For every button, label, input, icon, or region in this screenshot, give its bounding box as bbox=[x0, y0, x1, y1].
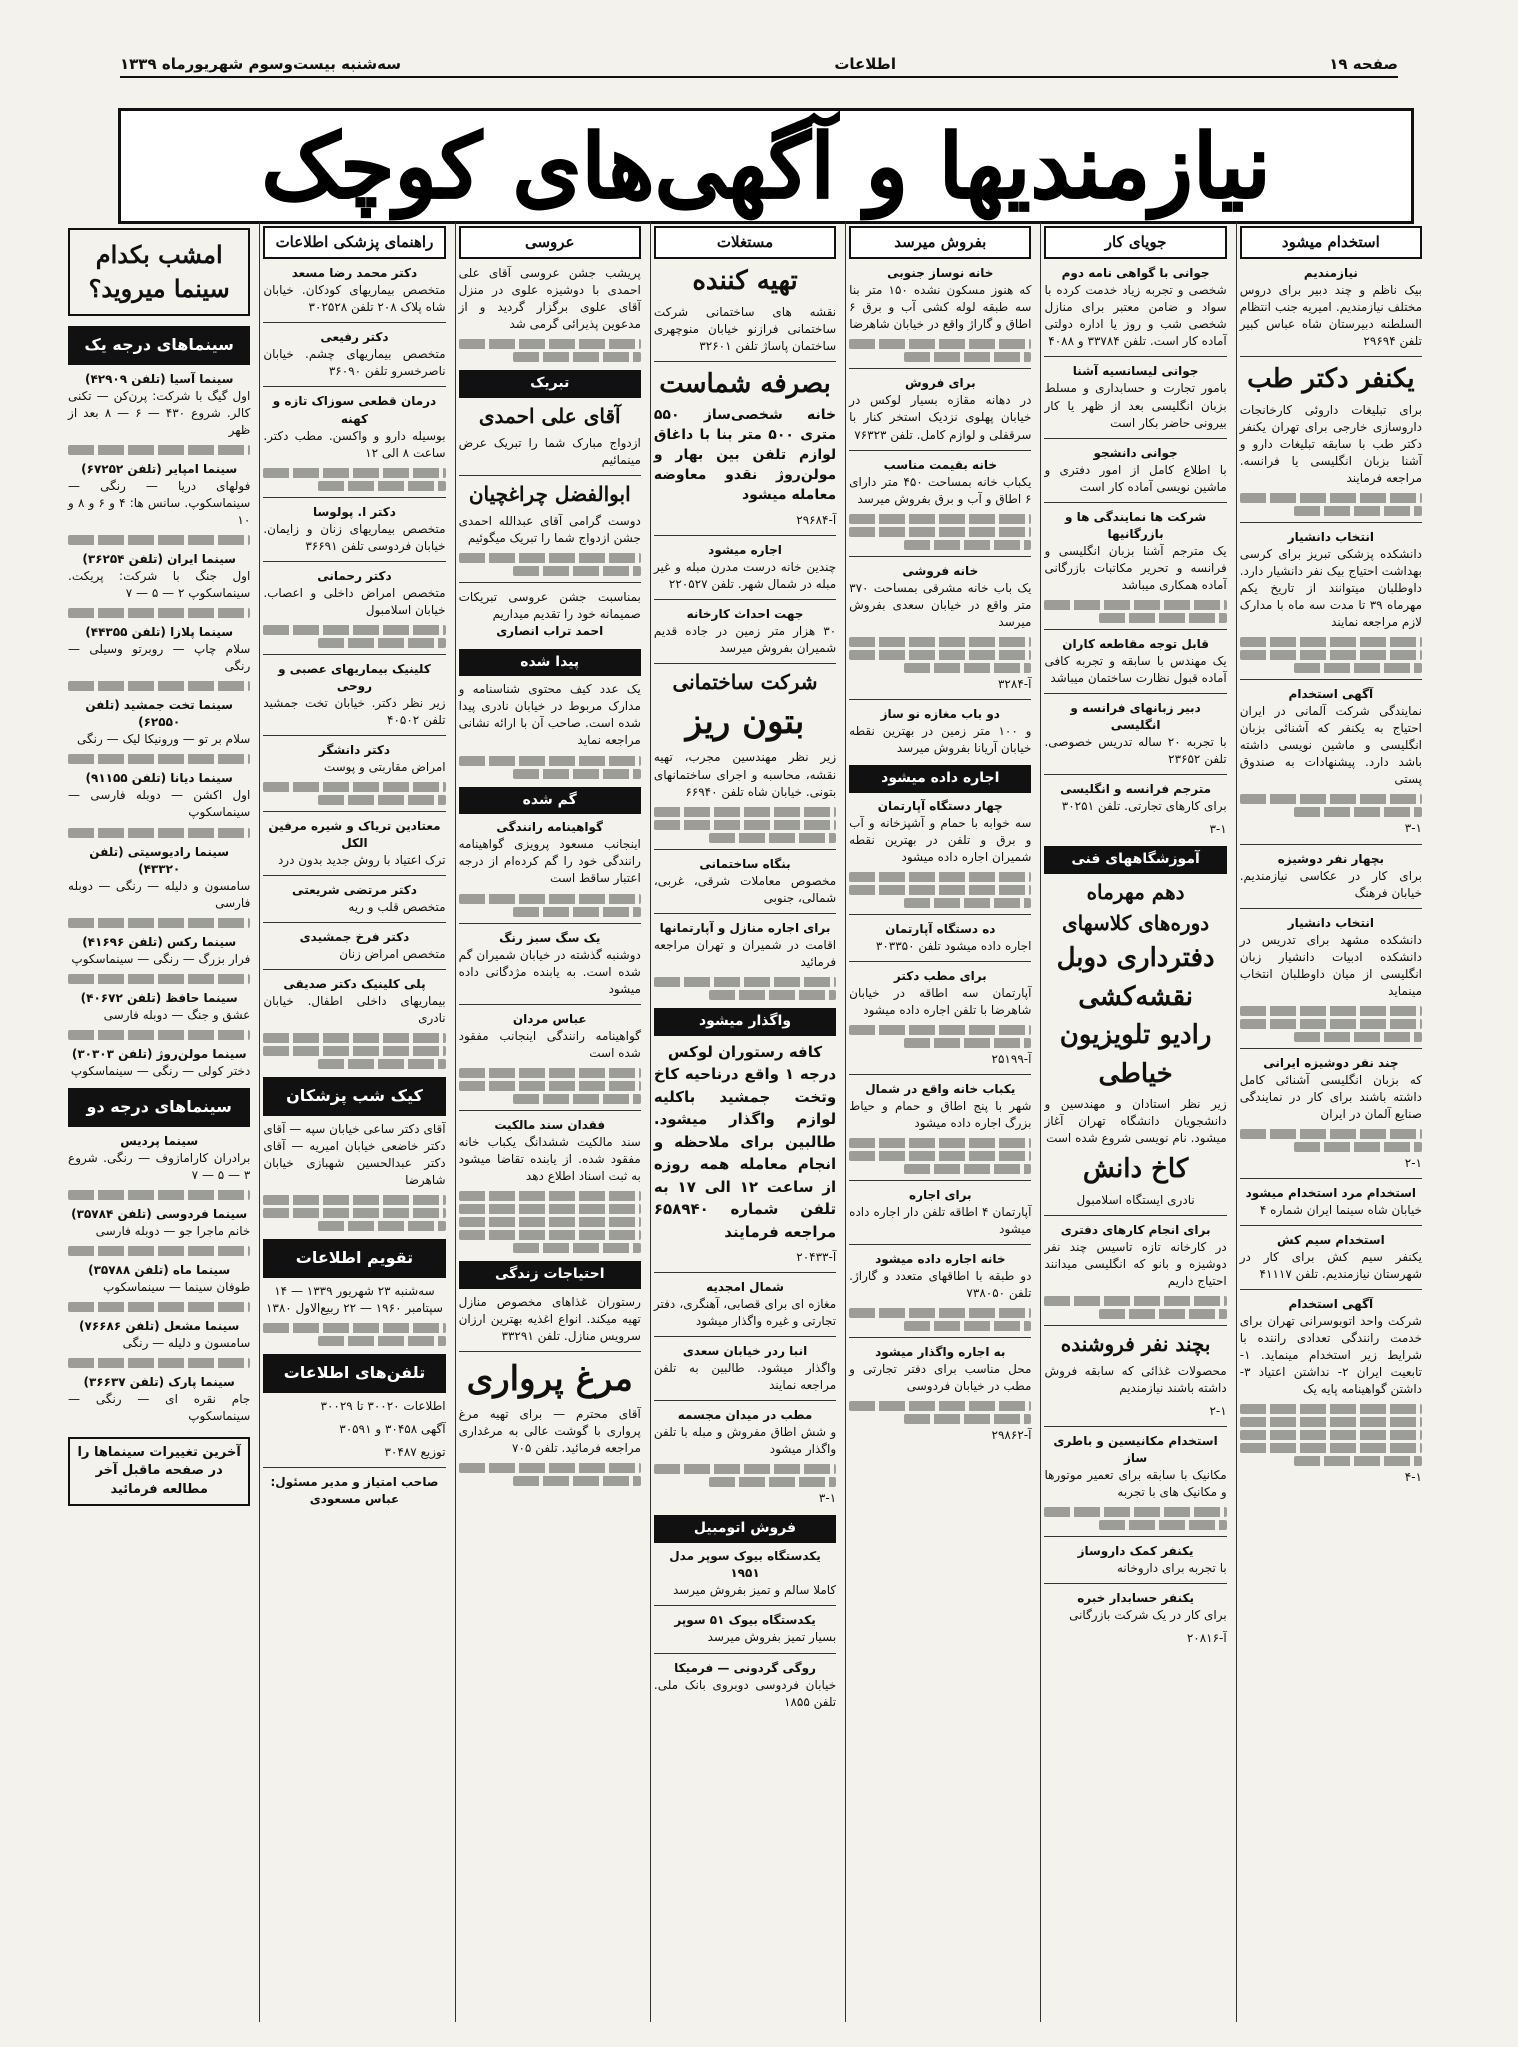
ad-title: کلینیک بیماریهای عصبی و روحی bbox=[278, 661, 431, 693]
ad-title: گواهینامه رانندگی bbox=[496, 820, 604, 835]
ad-body: دانشکده پزشکی تبریز برای کرسی بهداشت احتیاج بیک نفر دانشیار دارد. داوطلبان میتوانند از تاریخ یکم مهرماه ۳۹ تا مدت سه ماه با مدارک لازم مراجعه نمایند bbox=[1239, 547, 1422, 630]
ad-title: چند نفر دوشیزه ایرانی bbox=[1263, 1055, 1399, 1070]
cinema-program: عشق و جنگ — دوبله فارسی bbox=[103, 1007, 251, 1022]
ad-title: انتخاب دانشیار bbox=[1287, 530, 1374, 545]
classified-ad bbox=[654, 542, 836, 593]
ad-headline: یکنفر دکتر طب bbox=[1247, 364, 1415, 395]
classifieds-banner bbox=[118, 108, 1414, 224]
cinema-name: سینما پارک (تلفن ۳۶۶۳۷) bbox=[83, 1374, 235, 1389]
ad-title: برای اجاره bbox=[909, 1188, 972, 1203]
ad-body: بمناسبت جشن عروسی تبریکات صمیمانه خود را تقدیم میداریم bbox=[458, 590, 641, 622]
ad-body: محل مناسب برای دفتر تجارتی و مطب در خیابان فردوسی bbox=[849, 1362, 1032, 1394]
classified-ad bbox=[654, 1041, 836, 1244]
doctor-ad bbox=[263, 661, 445, 729]
classified-ad bbox=[654, 1612, 836, 1646]
school-description: زیر نظر استادان و مهندسین و دانشجویان دانشگاه تهران آغاز میشود. نام نویسی شروع شده است bbox=[1044, 1097, 1227, 1146]
ad-title: یک سگ سبز رنگ bbox=[499, 930, 601, 945]
ad-title: جوانی لیسانسیه آشنا bbox=[1072, 364, 1199, 379]
ad-title: دکتر رحمانی bbox=[317, 568, 392, 583]
doctor-ad bbox=[263, 568, 445, 619]
classified-ad bbox=[849, 457, 1031, 508]
ad-headline: تهیه کننده bbox=[692, 266, 798, 297]
ad-title: جوانی با گواهی نامه دوم bbox=[1061, 266, 1210, 281]
classified-ad bbox=[1044, 1222, 1226, 1290]
section-heading: گم شده bbox=[459, 787, 641, 815]
section-heading: سینماهای درجه یک bbox=[68, 326, 250, 365]
classified-ad bbox=[654, 920, 836, 971]
ad-body: مغازه ای برای قصابی، آهنگری، دفتر تجارتی و غیره واگذار میشود bbox=[653, 1297, 837, 1329]
newspaper-name: اطلاعات bbox=[834, 55, 896, 73]
school-date: دهم مهرماه bbox=[1086, 880, 1185, 905]
classified-ad bbox=[1240, 1185, 1422, 1219]
doctor-ad bbox=[263, 393, 445, 461]
ad-body: اقامت در شمیران و تهران مراجعه فرمائید bbox=[653, 937, 837, 969]
ad-body: یک مترجم آشنا بزبان انگلیسی و فرانسه و تحریر مکاتبات بازرگانی آماده همکاری میباشد bbox=[1044, 543, 1227, 592]
section-heading: فروش اتومبیل bbox=[654, 1515, 836, 1543]
ad-title: قابل توجه مقاطعه کاران bbox=[1062, 636, 1209, 651]
cinema-name: سینما حافظ (تلفن ۴۰۶۷۲) bbox=[80, 990, 238, 1005]
ad-body: درجه ۱ واقع درناحیه کاخ وتخت جمشید باکلیه لوازم واگذار میشود. طالبین برای ملاحظه و انجام معامله همه روزه از ساعت ۱۲ الی ۱۷ به تلفن شماره ۶۵۸۹۴۰ مراجعه فرمایند bbox=[653, 1065, 837, 1241]
ad-body: یک عدد کیف محتوی شناسنامه و مدارک مربوط در خیابان نادری پیدا شده است. صاحب آن با ارائه نشانی مراجعه نماید bbox=[458, 682, 641, 748]
column-employment bbox=[1236, 222, 1425, 2022]
ad-body: شرکت واحد اتوبوسرانی تهران برای خدمت رانندگی تعدادی راننده با شرایط زیر استخدام مینماید. ۱- تابعیت ایران ۲- نداشتن اعتیاد ۳- داشتن گواهینامه پایه یک bbox=[1239, 1314, 1422, 1397]
cinema-program: اول گیگ با شرکت: پرن‌کن — تکنی کالر. شروع ۴۳۰ — ۶ — ۸ بعد از ظهر bbox=[68, 388, 251, 437]
phone-line: اطلاعات ۳۰۰۲۰ تا ۳۰۰۲۹ bbox=[320, 1398, 446, 1413]
classified-ad bbox=[849, 1081, 1031, 1132]
cinema-name: سینما مولن‌روژ (تلفن ۳۰۳۰۳) bbox=[71, 1046, 247, 1061]
cinema-program: جام نقره ای — رنگی — سینماسکوپ bbox=[68, 1391, 251, 1423]
ad-code: آ-۲۰۸۱۶ bbox=[1186, 1631, 1227, 1646]
school-courses-label: دوره‌های کلاسهای bbox=[1062, 911, 1210, 936]
classified-ad bbox=[1240, 1232, 1422, 1283]
ad-body: شهر با پنج اطاق و حمام و حیاط بزرگ اجاره داده میشود bbox=[849, 1099, 1032, 1131]
school-name: کاخ دانش bbox=[1082, 1154, 1189, 1185]
ad-body: برای کار در عکاسی نیازمندیم. خیابان فرهنگ bbox=[1239, 868, 1422, 900]
cinema-program: سلام چاپ — روبرتو وسیلی — رنگی bbox=[68, 642, 251, 674]
ad-code: ۲-۱ bbox=[1209, 1403, 1227, 1418]
classified-ad bbox=[1240, 265, 1422, 350]
classified-ad bbox=[849, 563, 1031, 631]
ad-body: زیر نظر دکتر. خیابان تخت جمشید تلفن ۴۰۵۰۲ bbox=[263, 695, 446, 727]
ad-title: آگهی استخدام bbox=[1288, 687, 1374, 702]
issue-date: سه‌شنبه بیست‌وسوم شهریورماه ۱۳۳۹ bbox=[120, 55, 402, 73]
ad-body: در دهانه مقازه بسیار لوکس در خیابان پهلوی نزدیک استخر کنار با سرقفلی و لوازم کامل. تلفن ۷۶۳۲۳ bbox=[849, 393, 1032, 442]
cinema-name: سینما مشعل (تلفن ۷۶۶۸۶) bbox=[79, 1318, 240, 1333]
ad-code: آ-۲۹۶۸۴ bbox=[796, 512, 837, 527]
ad-title: درمان قطعی سوزاک تازه و کهنه bbox=[272, 394, 437, 426]
classified-ad bbox=[849, 1251, 1031, 1302]
classified-ad bbox=[1240, 1055, 1422, 1123]
ad-body: متخصص امراض زنان bbox=[339, 947, 446, 962]
ad-title: مطب در میدان مجسمه bbox=[677, 1408, 813, 1423]
classified-ad bbox=[654, 406, 836, 505]
school-course: خیاطی bbox=[1098, 1058, 1173, 1089]
ad-title: خانه نوساز جنوبی bbox=[887, 266, 994, 281]
cinema-name: سینما تخت جمشید (تلفن ۶۲۵۵۰) bbox=[85, 698, 233, 730]
doctor-ad bbox=[263, 504, 445, 555]
ad-body: یک مهندس با سابقه و تجربه کافی آماده قبول نظارت ساختمان میباشد bbox=[1044, 653, 1227, 685]
cinema-name: سینما رادیوسیتی (تلفن ۴۳۳۲۰) bbox=[89, 844, 230, 876]
ad-title: دکتر محمد رضا مسعد bbox=[291, 266, 418, 281]
ad-body: با اطلاع کامل از امور دفتری و ماشین نویسی آماده کار است bbox=[1044, 462, 1227, 494]
section-heading: تبریک bbox=[459, 370, 641, 398]
ad-body: بسیار تمیز بفروش میرسد bbox=[707, 1630, 837, 1645]
ad-body: و شش اطاق مفروش و مبله با تلفن واگذار میشود bbox=[653, 1425, 837, 1457]
ad-body: کاملا سالم و تمیز بفروش میرسد bbox=[672, 1583, 837, 1598]
cinema-footnote: آخرین تغییرات سینماها را در صفحه ماقبل آخر مطالعه فرمائید bbox=[68, 1437, 250, 1506]
ad-body: بیماریهای داخلی اطفال. خیابان نادری bbox=[263, 994, 446, 1026]
ad-body: ۳۰ هزار متر زمین در جاده قدیم شمیران بفروش میرسد bbox=[653, 623, 837, 655]
cinema-program: سلام بر تو — ورونیکا لیک — رنگی bbox=[77, 732, 251, 747]
ad-body: متخصص بیماریهای چشم. خیابان ناصرخسرو تلفن ۳۶۰۹۰ bbox=[263, 347, 446, 379]
classified-ad bbox=[849, 798, 1031, 866]
ad-code: آ-۲۵۱۹۹ bbox=[991, 1052, 1032, 1067]
ad-title: جهت احداث کارخانه bbox=[686, 606, 804, 621]
classified-ad bbox=[459, 681, 641, 749]
cinema-program: سامسون و دلیله — رنگی — دوبله فارسی bbox=[68, 878, 251, 910]
ad-body: مکانیک با سابقه برای تعمیر موتورها و مکانیک های با تجربه bbox=[1044, 1467, 1227, 1499]
ad-body: نمایندگی شرکت آلمانی در ایران احتیاج به یکنفر که آشنائی بزبان انگلیسی و ماشین نویسی داشته باشد دارد. پیشنهادات به صندوق پستی bbox=[1239, 704, 1422, 787]
ad-body: امراض مقاربتی و پوست bbox=[323, 759, 446, 774]
school-course: دفترداری دوبل bbox=[1056, 943, 1215, 974]
ad-title: معتادین تریاک و شیره مرفین الکل bbox=[268, 818, 441, 851]
ad-title: خانه فروشی bbox=[902, 563, 979, 578]
ad-title: دکتر رفیعی bbox=[320, 330, 389, 345]
classified-ad bbox=[459, 265, 641, 333]
ad-title: دو باب مغازه نو ساز bbox=[880, 706, 1000, 721]
ad-title: یکباب خانه واقع در شمال bbox=[865, 1082, 1016, 1097]
ad-title: دکتر ا. پولوسا bbox=[313, 504, 396, 519]
phone-line: آگهی ۳۰۴۵۸ و ۳۰۵۹۱ bbox=[339, 1421, 446, 1436]
ad-body: خیابان شاه سینما ایران شماره ۴ bbox=[1259, 1202, 1422, 1217]
ad-body: یکنفر سیم کش برای کار در شهرستان نیازمندیم. تلفن ۴۱۱۱۷ bbox=[1239, 1250, 1422, 1282]
cinema-program: سامسون و دلیله — رنگی bbox=[122, 1335, 251, 1350]
classified-ad bbox=[654, 856, 836, 907]
ad-body: با تجربه برای داروخانه bbox=[1116, 1561, 1227, 1576]
section-heading: پیدا شده bbox=[459, 649, 641, 677]
cinema-program: فولهای دریا — رنگی — سینماسکوپ. سانس ها: ۴ و ۶ و ۸ و ۱۰ bbox=[68, 479, 251, 528]
ad-title: پلی کلینیک دکتر صدیقی bbox=[283, 977, 426, 992]
school-course: رادیو تلویزیون bbox=[1059, 1020, 1212, 1051]
classified-ad bbox=[1044, 1363, 1226, 1397]
column-real-estate bbox=[650, 222, 839, 2022]
classified-ad bbox=[654, 1407, 836, 1458]
ad-body: دوشنبه گذشته در خیابان شمیران گم شده است. به یابنده مژدگانی داده میشود bbox=[458, 947, 641, 996]
ad-headline: ابوالفضل چراغچیان bbox=[468, 482, 631, 507]
ad-title: خانه بقیمت مناسب bbox=[883, 457, 997, 472]
ad-body: متخصص قلب و ریه bbox=[348, 900, 446, 915]
ad-body: ترک اعتیاد با روش جدید بدون درد bbox=[277, 853, 446, 868]
column-medical-guide bbox=[259, 222, 448, 2022]
classified-ad bbox=[849, 375, 1031, 443]
ad-code: ۳-۱ bbox=[1209, 822, 1227, 837]
ad-code: آ-۲۹۸۶۲ bbox=[991, 1428, 1032, 1443]
ad-title: چهار دستگاه آپارتمان bbox=[877, 798, 1003, 813]
ad-body: آپارتمان ۴ اطاقه تلفن دار اجاره داده میشود bbox=[849, 1205, 1032, 1237]
ad-body: گواهینامه رانندگی اینجانب مفقود شده است bbox=[458, 1028, 641, 1060]
classified-ad bbox=[459, 589, 641, 640]
doctor-ad bbox=[263, 882, 445, 916]
ad-body: یک باب خانه مشرقی بمساحت ۳۷۰ متر واقع در خیابان سعدی بفروش میرسد bbox=[849, 580, 1032, 629]
section-heading: آموزشگاههای فنی bbox=[1044, 846, 1226, 874]
company-description: زیر نظر مهندسین مجرب، تهیه نقشه، محاسبه و اجرای ساختمانهای بتونی. خیابان شاه تلفن ۶۶۹۴۰ bbox=[653, 750, 837, 799]
cinema-program: خانم ماجرا جو — دوبله فارسی bbox=[95, 1223, 251, 1238]
cinema-program: برادران کارامازوف — رنگی. شروع ۳ — ۵ — ۷ bbox=[68, 1150, 251, 1182]
ad-title: بچهار نفر دوشیزه bbox=[1277, 851, 1385, 866]
school-address: نادری ایستگاه اسلامبول bbox=[1076, 1192, 1195, 1207]
classified-ad bbox=[654, 1660, 836, 1711]
ad-title: انتخاب دانشیار bbox=[1287, 915, 1374, 930]
classified-ad bbox=[459, 435, 641, 469]
ad-body: دانشکده مشهد برای تدریس در دانشکده ادبیات دانشیار زبان انگلیسی از میان داوطلبان انتخاب مینماید bbox=[1239, 932, 1422, 998]
section-heading: احتیاجات زندگی bbox=[459, 1261, 641, 1289]
ad-body: سند مالکیت ششدانگ یکباب خانه مفقود شده. از یابنده تقاضا میشود به ثبت اسناد اطلاع دهد bbox=[458, 1134, 641, 1183]
ad-body: خانه شخصی‌ساز ۵۵۰ متری ۵۰۰ متر بنا با داغاق لوازم تلفن بین بهار و مولن‌روژ نقدو معاوضه معامله میشود bbox=[653, 407, 837, 503]
section-heading: سینماهای درجه دو bbox=[68, 1088, 250, 1127]
ad-body: آقای محترم — برای تهیه مرغ پرواری با گوشت عالی به مرغداری مراجعه فرمائید. تلفن ۷۰۵ bbox=[458, 1407, 641, 1456]
classified-ad bbox=[459, 819, 641, 887]
ad-body: آپارتمان سه اطاقه در خیابان شاهرضا با تلفن اجاره داده میشود bbox=[849, 985, 1032, 1018]
ad-body: برای کار در یک شرکت بازرگانی bbox=[1069, 1608, 1227, 1623]
classified-ad bbox=[1240, 686, 1422, 788]
ad-headline: بصرفه شماست bbox=[659, 368, 831, 399]
page-header bbox=[120, 52, 1398, 78]
ad-title: جوانی دانشجو bbox=[1093, 445, 1178, 460]
cinema-name: سینما پلازا (تلفن ۴۴۳۵۵) bbox=[85, 625, 234, 640]
classified-ad bbox=[459, 1011, 641, 1062]
ad-title: عباس مردان bbox=[512, 1011, 587, 1026]
cinema-name: سینما ایران (تلفن ۳۶۲۵۴) bbox=[82, 552, 236, 567]
ad-signature: احمد تراب انصاری bbox=[496, 624, 604, 639]
banner-title: نیازمندیها و آگهی‌های کوچک bbox=[261, 114, 1271, 218]
classified-ad bbox=[1044, 445, 1226, 496]
ad-title: بنگاه ساختمانی bbox=[699, 856, 791, 871]
column-weddings bbox=[455, 222, 644, 2022]
ad-code: ۳-۱ bbox=[818, 1491, 837, 1506]
column-heading: بفروش میرسد bbox=[849, 226, 1031, 259]
classified-ad bbox=[1044, 363, 1226, 431]
ad-body: ازدواج مبارک شما را تبریک عرض مینمائیم bbox=[458, 436, 641, 468]
classified-ad bbox=[654, 606, 836, 657]
cinema-name: سینما ماه (تلفن ۳۵۷۸۸) bbox=[88, 1262, 231, 1277]
classified-ad bbox=[1044, 265, 1226, 350]
ad-code: ۲-۱ bbox=[1404, 1155, 1422, 1170]
ad-body: سه خوابه با حمام و آشپزخانه و آب و برق و تلفن در بهترین نقطه شمیران اجاره داده میشود bbox=[849, 815, 1032, 864]
cinema-name: سینما پردیس bbox=[120, 1133, 199, 1148]
doctor-ad bbox=[263, 265, 445, 316]
classified-ad bbox=[1044, 1590, 1226, 1624]
ad-title: مترجم فرانسه و انگلیسی bbox=[1060, 782, 1212, 797]
ad-body: نقشه های ساختمانی شرکت ساختمانی فرازنو خیابان منوچهری ساختمان پاساژ تلفن ۳۲۶۰۱ bbox=[653, 304, 837, 353]
cinema-program: دختر کولی — رنگی — سینماسکوپ bbox=[70, 1063, 251, 1078]
ad-body: مخصوص معاملات شرقی، غربی، شمالی، جنوبی bbox=[653, 873, 837, 905]
ad-body: با تجربه ۲۰ ساله تدریس خصوصی. تلفن ۲۳۶۵۲ bbox=[1044, 734, 1227, 767]
ad-body: که بزبان انگلیسی آشنائی کامل داشته باشند برای کار در نمایندگی صنایع آلمان در ایران bbox=[1239, 1072, 1422, 1121]
ad-title: دکتر دانشگر bbox=[318, 742, 390, 757]
cinema-program: اول جنگ با شرکت: پریکت. سینماسکوپ ۲ — ۵ — ۷ bbox=[68, 569, 251, 601]
doctor-ad bbox=[263, 329, 445, 380]
section-heading: کیک شب پزشکان bbox=[263, 1077, 445, 1116]
cinema-name: سینما فردوسی (تلفن ۳۵۷۸۴) bbox=[71, 1206, 248, 1221]
ad-code: آ-۲۰۴۳۳ bbox=[796, 1250, 837, 1265]
ad-body: برای کارهای تجارتی. تلفن ۳۰۲۵۱ bbox=[1061, 799, 1227, 814]
ad-body: که هنوز مسکون نشده ۱۵۰ متر بنا سه طبقه لوله کشی آب و برق ۶ اطاق و گاراژ واقع در خیابان شاهرضا bbox=[849, 283, 1032, 332]
classified-ad bbox=[849, 968, 1031, 1019]
column-for-sale bbox=[845, 222, 1034, 2022]
ad-headline: بچند نفر فروشنده bbox=[1060, 1331, 1211, 1356]
classified-columns bbox=[65, 222, 1425, 2022]
ad-title: استخدام سیم کش bbox=[1277, 1232, 1385, 1247]
ad-title: ده دستگاه آپارتمان bbox=[885, 921, 996, 936]
classified-ad bbox=[1044, 636, 1226, 687]
ad-headline: آقای علی احمدی bbox=[478, 404, 621, 429]
ad-title: خانه اجاره داده میشود bbox=[875, 1252, 1006, 1267]
classified-ad bbox=[459, 513, 641, 547]
ad-title: آگهی استخدام bbox=[1288, 1297, 1374, 1312]
ad-body: متخصص امراض داخلی و اعصاب. خیابان اسلامبول bbox=[263, 585, 446, 617]
ad-title: برای فروش bbox=[904, 376, 976, 391]
ad-body: در کارخانه تازه تاسیس چند نفر دوشیزه و بانو که انگلیسی میدانند احتیاج داریم bbox=[1044, 1239, 1227, 1288]
cinema-program: فرار بزرگ — رنگی — سینماسکوپ bbox=[71, 951, 251, 966]
cinema-name: سینما امپایر (تلفن ۶۷۲۵۲) bbox=[81, 462, 238, 476]
doctor-ad bbox=[263, 929, 445, 963]
doctor-ad bbox=[263, 976, 445, 1027]
classified-ad bbox=[654, 1343, 836, 1394]
company-label: شرکت ساختمانی bbox=[672, 669, 818, 694]
column-heading: عروسی bbox=[459, 226, 641, 259]
section-heading: تقویم اطلاعات bbox=[263, 1239, 445, 1278]
ad-title: دکتر مرتضی شریعتی bbox=[292, 883, 417, 898]
ad-code: ۳-۱ bbox=[1404, 821, 1422, 836]
column-cinemas bbox=[65, 222, 253, 2022]
phone-line: توزیع ۳۰۴۸۷ bbox=[384, 1444, 446, 1459]
page-number: صفحه ۱۹ bbox=[1329, 55, 1398, 73]
calendar-text: سه‌شنبه ۲۳ شهریور ۱۳۳۹ — ۱۴ سپتامبر ۱۹۶۰ — ۲۲ ربیع‌الاول ۱۳۸۰ bbox=[265, 1283, 443, 1315]
ad-body: دو طبقه با اطاقهای متعدد و گاراژ. تلفن ۷۳۸۰۵۰ bbox=[849, 1269, 1032, 1301]
classified-ad bbox=[849, 1187, 1031, 1238]
classified-ad bbox=[1240, 851, 1422, 902]
ad-title: دکتر فرخ جمشیدی bbox=[299, 930, 410, 945]
section-heading: اجاره داده میشود bbox=[849, 765, 1031, 793]
ad-title: یکنفر کمک داروساز bbox=[1077, 1543, 1194, 1558]
classified-ad bbox=[1240, 915, 1422, 1000]
classified-ad bbox=[849, 706, 1031, 757]
ad-body: پریشب جشن عروسی آقای علی احمدی با دوشیزه علوی در منزل آقای علوی برگزار گردید و از مدعوین پذیرائی گرمی شد bbox=[458, 266, 641, 332]
publisher-line: صاحب امتیاز و مدیر مسئول: عباس مسعودی bbox=[270, 1474, 439, 1506]
ad-title: یکدستگاه بیوک سوپر مدل ۱۹۵۱ bbox=[669, 1549, 821, 1581]
ad-title: به اجاره واگذار میشود bbox=[875, 1345, 1006, 1360]
cinema-name: سینما دیانا (تلفن ۹۱۱۵۵) bbox=[85, 771, 233, 786]
section-heading: تلفن‌های اطلاعات bbox=[263, 1354, 445, 1393]
classified-ad bbox=[1240, 1296, 1422, 1398]
classified-ad bbox=[1044, 700, 1226, 768]
column-heading: راهنمای پزشکی اطلاعات bbox=[263, 226, 445, 259]
ad-body: اجاره داده میشود تلفن ۳۰۳۳۵۰ bbox=[875, 938, 1032, 953]
ad-body: بامور تجارت و حسابداری و مسلط بزبان انگلیسی بعد از ظهر یا کار بیرونی حاضر بکار است bbox=[1044, 381, 1227, 430]
ad-body: اینجانب مسعود پرویزی گواهینامه رانندگی خود را گم کرده‌ام از درجه اعتبار ساقط است bbox=[458, 837, 641, 886]
classified-ad bbox=[1240, 402, 1422, 487]
column-heading: جویای کار bbox=[1044, 226, 1226, 259]
ad-body: متخصص بیماریهای زنان و زایمان. خیابان فردوسی تلفن ۳۶۶۹۱ bbox=[263, 521, 446, 553]
on-call-doctors: آقای دکتر ساعی خیابان سپه — آقای دکتر خاضعی خیابان امیریه — آقای دکتر عبدالحسین شهبازی خیابان شاهرضا bbox=[263, 1122, 446, 1188]
ad-title: شرکت ها نمایندگی ها و بازرگانیها bbox=[1064, 509, 1207, 541]
ad-headline: مرغ پرواری bbox=[466, 1358, 633, 1399]
column-heading: استخدام میشود bbox=[1240, 226, 1422, 259]
classified-ad bbox=[459, 930, 641, 998]
classified-ad bbox=[849, 921, 1031, 955]
ad-body: دوست گرامی آقای عبدالله احمدی جشن ازدواج شما را تبریک میگوئیم bbox=[458, 514, 641, 546]
ad-title: کافه رستوران لوکس bbox=[667, 1042, 823, 1061]
column-heading: مستغلات bbox=[654, 226, 836, 259]
ad-body: رستوران غذاهای مخصوص منازل تهیه میکند. انواع اغذیه بهترین ارزان سرویس منازل. تلفن ۳۳۲۹۱ bbox=[458, 1294, 641, 1343]
ad-body: بوسیله دارو و واکسن. مطب دکتر. ساعت ۸ الی ۱۲ bbox=[263, 428, 446, 460]
ad-code: ۴-۱ bbox=[1404, 1470, 1422, 1485]
classified-ad bbox=[1044, 1543, 1226, 1577]
ad-body: خیابان فردوسی دوبروی بانک ملی. تلفن ۱۸۵۵ bbox=[653, 1677, 837, 1709]
ad-title: یکدستگاه بیوک ۵۱ سوپر bbox=[674, 1613, 816, 1628]
school-course: نقشه‌کشی bbox=[1078, 981, 1193, 1012]
ad-title: فقدان سند مالکیت bbox=[494, 1117, 606, 1132]
ad-title: دبیر زبانهای فرانسه و انگلیسی bbox=[1070, 700, 1201, 732]
classified-ad bbox=[1240, 529, 1422, 631]
ad-code: آ-۳۲۸۴ bbox=[997, 676, 1032, 691]
ad-body: چندین خانه درست مدرن مبله و غیر مبله در شمال شهر. تلفن ۲۲۰۵۲۷ bbox=[653, 559, 837, 591]
classified-ad bbox=[1044, 1433, 1226, 1501]
ad-title: استخدام مکانیسین و باطری ساز bbox=[1053, 1433, 1218, 1465]
ad-body: متخصص بیماریهای کودکان. خیابان شاه پلاک ۲۰۸ تلفن ۳۰۲۵۲۸ bbox=[263, 283, 446, 315]
classified-ad bbox=[1044, 781, 1226, 815]
classified-ad bbox=[459, 1406, 641, 1457]
ad-title: نیازمندیم bbox=[1303, 266, 1358, 281]
classified-ad bbox=[849, 1344, 1031, 1395]
company-name: بتون ریز bbox=[685, 701, 805, 742]
classified-ad bbox=[459, 1294, 641, 1345]
ad-body: شخصی و تجربه زیاد خدمت کرده با سواد و ضامن معتبر برای منازل شخصی شب و روز یا اداره دولتی آماده کار است. تلفن ۳۳۷۸۴ و ۴۰۸۸ bbox=[1044, 283, 1227, 349]
ad-body: و ۱۰۰ متر زمین در بهترین نقطه خیابان آریانا بفروش میرسد bbox=[849, 723, 1032, 755]
ad-body: بیک ناظم و چند دبیر برای دروس مختلف نیازمندیم. امیریه جنب انتظام السلطنه دبیرستان شاه عباس کبیر تلفن ۲۹۶۹۴ bbox=[1239, 283, 1422, 349]
ad-body: محصولات غذائی که سابقه فروش داشته باشند نیازمندیم bbox=[1044, 1363, 1227, 1395]
ad-body: برای تبلیغات داروئی کارخانجات داروسازی خارجی برای تهران یکنفر دکتر طب با سابقه تبلیغات دارو و آشنا بزبان انگلیسی یا فرانسه. مراجعه فرمایند bbox=[1239, 402, 1422, 486]
classified-ad bbox=[459, 1117, 641, 1185]
classified-ad bbox=[654, 1548, 836, 1599]
ad-title: برای انجام کارهای دفتری bbox=[1060, 1222, 1211, 1237]
section-heading: واگذار میشود bbox=[654, 1008, 836, 1036]
classified-ad bbox=[849, 265, 1031, 333]
doctor-ad bbox=[263, 742, 445, 776]
cinema-program: طوفان سینما — سینماسکوپ bbox=[102, 1279, 251, 1294]
ad-body: یکباب خانه بمساحت ۴۵۰ متر دارای ۶ اطاق و آب و برق بفروش میرسد bbox=[849, 474, 1032, 506]
ad-title: برای مطب دکتر bbox=[893, 968, 987, 983]
classified-ad bbox=[654, 304, 836, 355]
column-job-seekers bbox=[1040, 222, 1229, 2022]
ad-title: استخدام مرد استخدام میشود bbox=[1245, 1185, 1417, 1200]
ad-title: برای اجاره منازل و آپارتمانها bbox=[659, 920, 831, 935]
doctor-ad bbox=[263, 818, 445, 869]
cinema-name: سینما آسیا (تلفن ۴۲۹۰۹) bbox=[84, 371, 234, 386]
cinema-heading: امشب بکدام سینما میروید؟ bbox=[68, 228, 250, 316]
cinema-program: اول اکشن — دوبله فارسی — سینماسکوپ bbox=[68, 788, 251, 820]
ad-title: یکنفر حسابدار خبره bbox=[1077, 1591, 1194, 1606]
ad-title: اجاره میشود bbox=[708, 542, 782, 557]
classified-ad bbox=[1044, 509, 1226, 594]
classified-ad bbox=[654, 1279, 836, 1330]
ad-title: شمال امجدیه bbox=[706, 1280, 784, 1295]
ad-title: انبا ردر خیابان سعدی bbox=[682, 1344, 808, 1359]
cinema-name: سینما رکس (تلفن ۴۱۶۹۶) bbox=[82, 934, 237, 949]
ad-title: روگی گردونی — فرمیکا bbox=[674, 1660, 816, 1675]
ad-body: واگذار میشود. طالبین به تلفن مراجعه نمایند bbox=[653, 1361, 837, 1393]
